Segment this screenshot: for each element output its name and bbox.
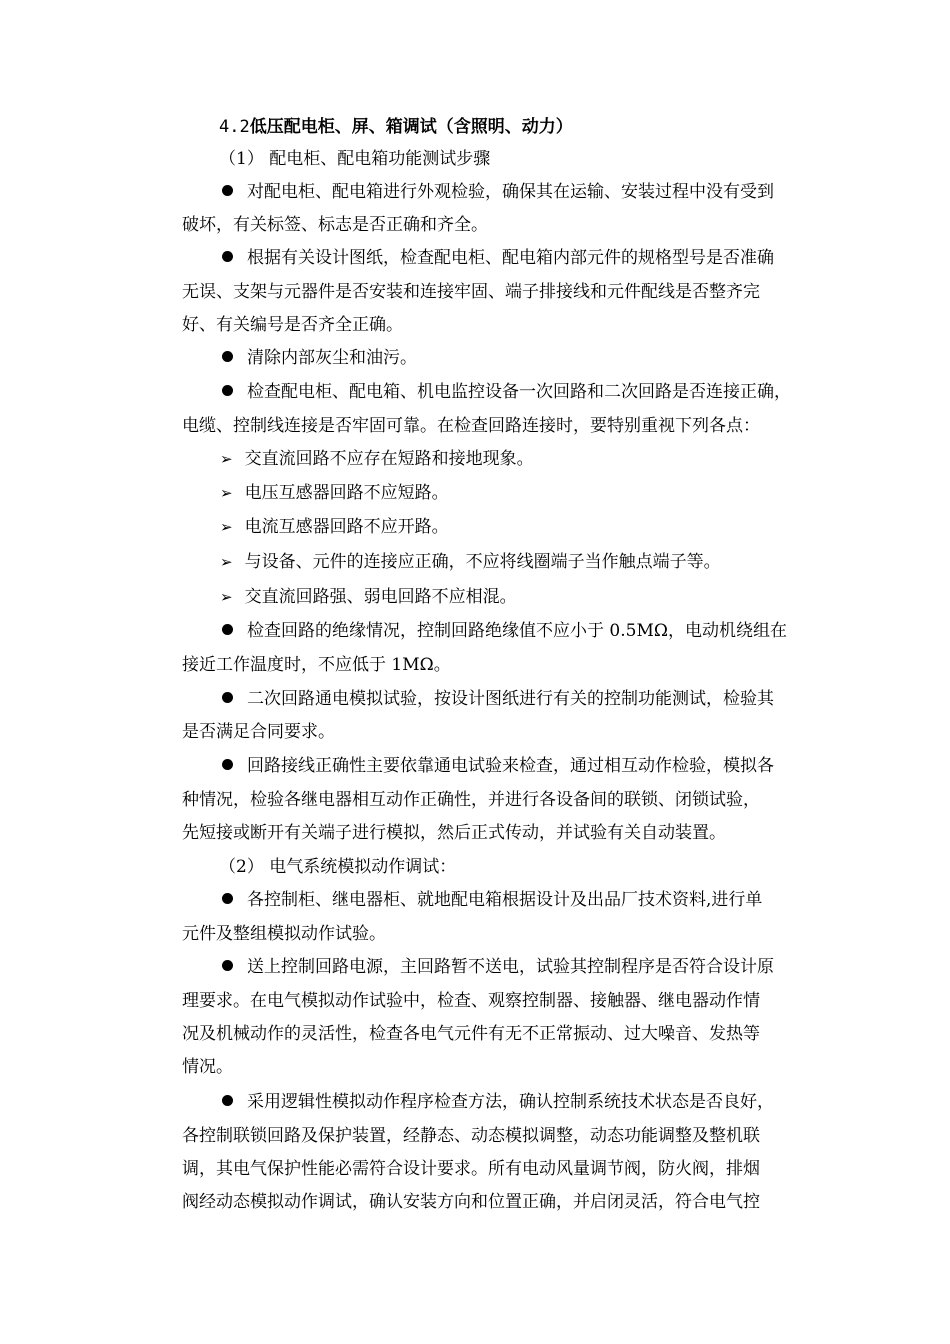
paragraph-line: 采用逻辑性模拟动作程序检查方法，确认控制系统技术状态是否良好， bbox=[247, 1092, 774, 1112]
arrow-bullet-icon: ➢ bbox=[220, 588, 233, 606]
arrow-item bbox=[182, 581, 517, 615]
arrow-item-text: 电流互感器回路不应开路。 bbox=[244, 517, 449, 537]
bullet-paragraph bbox=[182, 1086, 774, 1120]
paragraph-line: 调，其电气保护性能必需符合设计要求。所有电动风量调节阀，防火阀，排烟 bbox=[182, 1159, 760, 1179]
bullet-paragraph bbox=[182, 342, 417, 376]
arrow-bullet-icon: ➢ bbox=[220, 450, 233, 468]
paragraph-line: 送上控制回路电源，主回路暂不送电，试验其控制程序是否符合设计原 bbox=[247, 957, 774, 977]
bullet-dot-icon bbox=[222, 185, 233, 196]
paragraph-line: 情况。 bbox=[182, 1057, 233, 1077]
bullet-paragraph bbox=[182, 176, 774, 210]
arrow-bullet-icon: ➢ bbox=[220, 518, 233, 536]
paragraph-line: 是否满足合同要求。 bbox=[182, 722, 335, 742]
bullet-dot-icon bbox=[222, 893, 233, 904]
bullet-paragraph bbox=[182, 376, 791, 410]
bullet-dot-icon bbox=[222, 960, 233, 971]
paragraph-line: 各控制联锁回路及保护装置，经静态、动态模拟调整，动态功能调整及整机联 bbox=[182, 1126, 760, 1146]
section-number: 4.2 bbox=[219, 117, 250, 137]
paragraph-line: 清除内部灰尘和油污。 bbox=[247, 348, 417, 368]
bullet-dot-icon bbox=[222, 1095, 233, 1106]
arrow-item-text: 交直流回路强、弱电回路不应相混。 bbox=[244, 587, 517, 607]
paragraph-line: 二次回路通电模拟试验，按设计图纸进行有关的控制功能测试，检验其 bbox=[247, 689, 774, 709]
arrow-bullet-icon: ➢ bbox=[220, 553, 233, 571]
section-heading bbox=[219, 111, 573, 145]
paragraph-line: 好、有关编号是否齐全正确。 bbox=[182, 315, 403, 335]
bullet-paragraph bbox=[182, 683, 774, 717]
paragraph-line: 先短接或断开有关端子进行模拟，然后正式传动，并试验有关自动装置。 bbox=[182, 823, 726, 843]
bullet-paragraph bbox=[182, 951, 774, 985]
bullet-dot-icon bbox=[222, 251, 233, 262]
subsection-2-heading: （2） 电气系统模拟动作调试： bbox=[219, 857, 457, 877]
arrow-item bbox=[182, 511, 449, 545]
bullet-dot-icon bbox=[222, 385, 233, 396]
paragraph-line: 对配电柜、配电箱进行外观检验，确保其在运输、安装过程中没有受到 bbox=[247, 182, 774, 202]
bullet-dot-icon bbox=[222, 759, 233, 770]
paragraph-line: 种情况，检验各继电器相互动作正确性，并进行各设备间的联锁、闭锁试验， bbox=[182, 790, 760, 810]
paragraph-line: 无误、支架与元器件是否安装和连接牢固、端子排接线和元件配线是否整齐完 bbox=[182, 282, 760, 302]
paragraph-line: 根据有关设计图纸，检查配电柜、配电箱内部元件的规格型号是否准确 bbox=[247, 248, 774, 268]
paragraph-line: 元件及整组模拟动作试验。 bbox=[182, 924, 386, 944]
paragraph-line: 理要求。在电气模拟动作试验中，检查、观察控制器、接触器、继电器动作情 bbox=[182, 991, 760, 1011]
paragraph-line: 阀经动态模拟动作调试，确认安装方向和位置正确，并启闭灵活，符合电气控 bbox=[182, 1192, 760, 1212]
arrow-item-text: 电压互感器回路不应短路。 bbox=[244, 483, 449, 503]
paragraph-line: 接近工作温度时，不应低于 1MΩ。 bbox=[182, 655, 451, 675]
paragraph-line: 破坏，有关标签、标志是否正确和齐全。 bbox=[182, 215, 488, 235]
section-title: 低压配电柜、屏、箱调试（含照明、动力） bbox=[249, 117, 573, 137]
arrow-item bbox=[182, 443, 534, 477]
arrow-bullet-icon: ➢ bbox=[220, 484, 233, 502]
arrow-item bbox=[182, 546, 721, 580]
arrow-item-text: 与设备、元件的连接应正确，不应将线圈端子当作触点端子等。 bbox=[244, 552, 721, 572]
paragraph-line: 各控制柜、继电器柜、就地配电箱根据设计及出品厂技术资料,进行单 bbox=[247, 890, 763, 910]
arrow-item-text: 交直流回路不应存在短路和接地现象。 bbox=[244, 449, 534, 469]
bullet-dot-icon bbox=[222, 351, 233, 362]
bullet-paragraph bbox=[182, 242, 774, 276]
bullet-paragraph bbox=[182, 615, 787, 649]
paragraph-line: 检查配电柜、配电箱、机电监控设备一次回路和二次回路是否连接正确， bbox=[247, 382, 791, 402]
subsection-1-heading: （1） 配电柜、配电箱功能测试步骤 bbox=[219, 149, 491, 169]
bullet-dot-icon bbox=[222, 624, 233, 635]
arrow-item bbox=[182, 477, 449, 511]
paragraph-line: 检查回路的绝缘情况，控制回路绝缘值不应小于 0.5MΩ，电动机绕组在 bbox=[247, 621, 787, 641]
paragraph-line: 电缆、控制线连接是否牢固可靠。在检查回路连接时，要特别重视下列各点： bbox=[182, 416, 760, 436]
paragraph-line: 况及机械动作的灵活性，检查各电气元件有无不正常振动、过大噪音、发热等 bbox=[182, 1024, 760, 1044]
paragraph-line: 回路接线正确性主要依靠通电试验来检查，通过相互动作检验，模拟各 bbox=[247, 756, 774, 776]
bullet-paragraph bbox=[182, 884, 762, 918]
bullet-paragraph bbox=[182, 750, 774, 784]
bullet-dot-icon bbox=[222, 692, 233, 703]
